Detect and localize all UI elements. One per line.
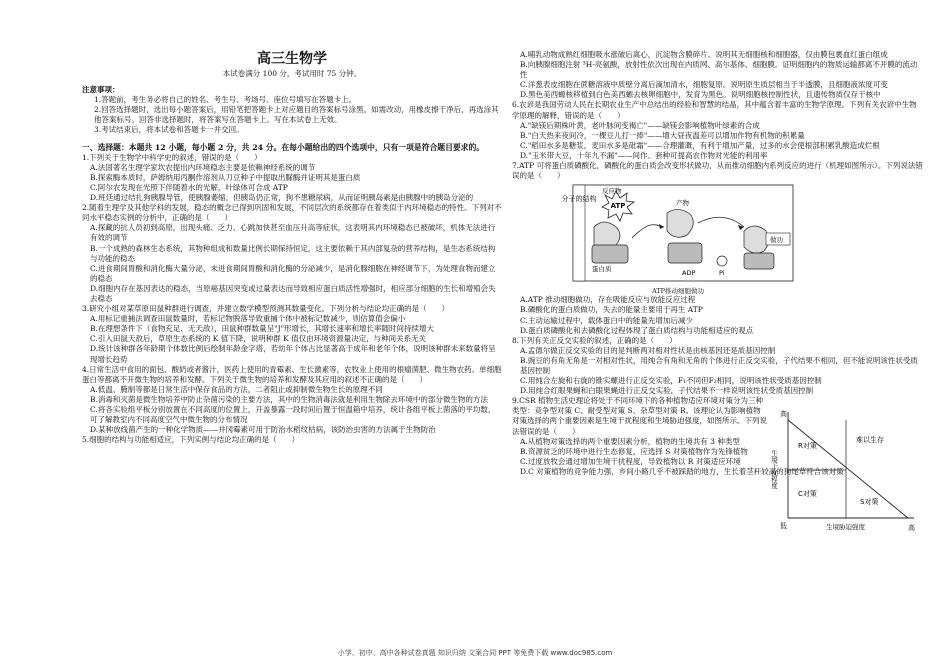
option: C.阿尔农发现在光照下伴随着水的光解，叶绿体可合成 ATP — [90, 182, 288, 192]
option: C."稻田水多是糖浆，麦田水多是砒霜"——合理灌溉，有利于增加产量，过多的水会使根部积累乳酸造成烂根 — [520, 140, 880, 150]
x-high-label: 高 — [908, 524, 915, 533]
option: C.主动运输过程中，载体蛋白中的能量先增加后减少 — [520, 315, 693, 325]
pi-label: Pi — [719, 269, 725, 278]
question-9 — [512, 396, 924, 533]
option: D.黑色美西螈核移植到白色美西螈去核卵细胞中，发育为黑色。说明细胞核控制性状，且遗传物质仅存于核中 — [520, 90, 881, 100]
option: A.孟德尔做正反交实验的目的是判断两对相对性状是由核基因还是质基因控制 — [520, 345, 776, 355]
option: B.资源贫乏的环境中进行生态修复，应选择 S 对策植物作为先锋植物 — [520, 446, 748, 456]
option: D.某种放线菌产生的一种化学物质——井冈霉素可用于防治水稻纹枯病，该防治虫害的方法属于生物防治 — [90, 425, 436, 435]
page-title: 高三生物学 — [257, 51, 327, 67]
question-stem: 2.随着生理学及其他学科的发展，稳态的概念已得到巩固和发展，不同层次的系统都存在着类似于内环境稳态的特性。下列对不同水平稳态实例的分析中，正确的是（ ） — [82, 203, 502, 223]
option: C.进食期间胃酸和消化酶大量分泌，未进食期间胃酸和消化酶的分泌减少，是消化腺细胞在神经调节下，为处理食物而建立的稳态 — [90, 263, 496, 283]
arrow — [698, 217, 744, 227]
page-footer: 小学、初中、高中各种试卷真题 知识归纳 文案合同 PPT 等免费下载 www.doc985.com — [337, 649, 613, 657]
notice-heading: 注意事项： — [82, 85, 120, 95]
page-subtitle: 本试卷满分 100 分，考试用时 75 分钟。 — [222, 69, 362, 78]
option: D.C 对策植物的竞争能力强，乡间小路几乎不被踩踏的地方，生长着茎秆较高的狗尾草符合该对策 — [520, 466, 844, 476]
right-column — [512, 50, 924, 533]
option: C.洋葱表皮细胞在蔗糖溶液中质壁分离后滴加清水，细胞复原。说明原生质层相当于半透膜，且细胞液浓度可变 — [520, 80, 888, 90]
arrowhead — [738, 225, 744, 230]
question-5-options — [512, 50, 924, 100]
option: D."玉米带大豆，十年九不漏"——间作、套种可提高农作物对光能的利用率 — [520, 150, 768, 160]
notice-item: 2.回答选择题时，选出每小题答案后，用铅笔把答题卡上对应题目的答案标号涂黑。如需改动，用橡皮擦干净后，再选涂其他答案标号。回答非选择题时，将答案写在答题卡上。写在本试卷上无效。 — [94, 105, 499, 125]
option: B.磷酸化的蛋白质做功，失去的能量主要用于再生 ATP — [520, 305, 703, 315]
option: C.引入田鼠天敌后，草原生态系统的 K 值下降，说明种群 K 值仅由环境资源量决定，与种间关系无关 — [90, 334, 427, 344]
question-stem: 4.日常生活中食用的面包、酸奶或者酱汁，医药上使用的青霉素、生长激素等，农牧业上使用的根瘤菌肥、微生物农药、单细胞蛋白等都离不开微生物的培养和发酵。下列关于微生物的培养和发酵及其应用的叙述不正确的是（ ） — [82, 364, 502, 384]
question-stem: 1.下列关于生物学中科学史的叙述，错误的是（ ） — [82, 152, 262, 162]
protein-shape — [744, 226, 769, 253]
option: C.过度放牧会通过增加生境干扰程度，导致植物以 R 对策适应环境 — [520, 456, 741, 466]
question-stem: 6.农谚是我国劳动人民在长期农业生产中总结出的经验和智慧的结晶，其中蕴含着丰富的生物学原理。下列有关农谚中生物学原理的解释，错误的是（ ） — [512, 100, 917, 120]
csr-strategy-figure — [768, 406, 918, 536]
option: A.哺乳动物成熟红细胞吸水涨破后离心，沉淀物含膜碎片。说明其无细胞核和细胞器，仅由膜包裹血红蛋白组成 — [520, 50, 888, 59]
question-2 — [82, 203, 502, 304]
option: A.法国著名生理学家坎农提出内环境稳态主要是依赖神经系统的调节 — [90, 162, 316, 172]
question-stem: 7.ATP 可将蛋白质磷酸化，磷酸化的蛋白质会改变形状做功，从而推动细胞内系列反应的进行（机理如图所示）。下列说法错误的是（ ） — [512, 161, 923, 181]
atp-label: ATP — [610, 202, 626, 211]
question-1 — [82, 153, 502, 203]
product-label: 产物 — [676, 199, 689, 208]
notice-item: 1.答题前，考生务必将自己的姓名、考生号、考场号、座位号填写在答题卡上。 — [94, 95, 357, 105]
option: B.在理想条件下（食物充足、无天敌），田鼠种群数量呈"J"形增长，其增长速率和增长率随时间持续增大 — [90, 324, 435, 334]
option: D.用纯合红眼果蝇和白眼果蝇进行正反交实验，子代结果不一样说明该性状受质基因控制 — [520, 386, 814, 396]
protein-block — [592, 245, 628, 263]
region-c: C对策 — [798, 490, 817, 499]
option: A."缺镁后期株叶黄，老叶脉间变褐亡"——缺镁会影响植物叶绿素的合成 — [520, 120, 760, 130]
option: B.向胰腺细胞注射 ³H-亮氨酸，放射性依次出现在内质网、高尔基体、细胞膜。证明细胞内的物质运输都离不开膜的流动性 — [520, 60, 918, 80]
option: A.ATP 推动细胞做功，存在吸能反应与放能反应过程 — [520, 295, 696, 305]
option: C.将各实验组平板分别放置在不同高度的位置上，开盖暴露一段时间后置于恒温箱中培养，统计各组平板上菌落的平均数，可了解教室内不同高度空气中微生物的分布情况 — [90, 405, 496, 425]
option: B.消毒和灭菌是微生物培养中防止杂菌污染的主要方法，其中的生物消毒法就是利用生物除去环境中的部分微生物的方法 — [90, 394, 488, 404]
option: B.豌豆的有角无角是一对相对性状，用纯合有角和无角的个体进行正反交实验，子代结果不相同，但不能说明该性状受质基因控制 — [520, 355, 918, 375]
option: A.探藏的抗人员初到高原，出现头痛、乏力、心跳加快甚至血压升高等症状，这表明其内环境稳态已被破坏，机体无法进行有效的调节 — [90, 223, 496, 243]
question-stem: 8.下列有关正反交实验的叙述，正确的是（ ） — [512, 335, 677, 345]
section-heading: 一、选择题：本题共 12 小题，每小题 2 分，共 24 分。在每小题给出的四个选项中，只有一项是符合题目要求的。 — [82, 142, 485, 152]
option: D.统计该种群各年龄期个体数比例后绘制年龄金字塔，若幼年个体占比显著高于成年和老年个体，说明该种群未来数量将呈现增长趋势 — [90, 344, 496, 364]
option: C.用纯合左旋和右旋的锥实螺进行正反交实验，F₁不同但F₂相同，说明该性状受质基因控制 — [520, 376, 822, 386]
notice-item: 3.考试结束后，将本试卷和答题卡一并交回。 — [94, 125, 244, 135]
option: B."白天热来夜间冷，一棵豆儿打一捧"——增大昼夜温差可以增加作物有机物的积累量 — [520, 130, 805, 140]
protein-block — [744, 253, 774, 269]
region-none: 难以生存 — [856, 436, 884, 445]
option: A.从植物对策选择的两个重要因素分析，植物的生境共有 3 种类型 — [520, 436, 740, 446]
x-axis-label: 生境胁迫强度 — [826, 523, 865, 532]
adp-label: ADP — [682, 269, 696, 278]
side-label: 分子的结构 — [561, 195, 597, 204]
option: D.蛋白质磷酸化和去磷酸化过程体现了蛋白质结构与功能相适应的观点 — [520, 325, 754, 335]
option: D.细胞内存在基因表达的稳态，当原癌基因突变或过量表达而导致相应蛋白质活性增强时，相应部分细胞的生长和增殖会失去稳态 — [90, 283, 496, 303]
y-axis-label: 生境干扰程度 — [770, 450, 778, 490]
question-8 — [512, 336, 924, 397]
y-high-label: 高 — [780, 410, 787, 419]
reactant-label: 反应物 — [602, 187, 622, 196]
diagonal-line — [788, 420, 908, 518]
question-6 — [512, 100, 924, 161]
arrow — [632, 225, 664, 238]
protein-block — [668, 243, 702, 263]
question-5 — [82, 435, 502, 445]
pi-circle — [717, 256, 727, 266]
figure1-caption: ATP推动细胞做功 — [652, 287, 705, 296]
atp-work-figure — [561, 183, 802, 287]
option: A.低温、腌制等都是日常生活中保存食品的方法，二者阻止或抑制微生物生长的原理不同 — [90, 384, 383, 394]
question-4 — [82, 365, 502, 436]
question-stem: 3.研究小组对某草原田鼠种群进行调查，并建立数学模型预测其数量变化。下列分析与结论均正确的是（ ） — [82, 304, 450, 314]
question-7 — [512, 161, 924, 336]
option: B.探索酶本质时，萨姆纳用丙酮作溶剂从刀豆种子中提取出脲酶并证明其是蛋白质 — [90, 172, 361, 182]
option: B.一个成熟的森林生态系统，其物种组成和数量比例长期保持恒定，这主要依赖于其内部复杂的营养结构，是生态系统结构与功能的稳态 — [90, 243, 496, 263]
region-r: R对策 — [798, 442, 817, 451]
protein-label: 蛋白质 — [592, 265, 612, 274]
option: D.班廷通过结扎狗胰腺导管，使胰腺萎缩，但胰岛仍正常，狗不患糖尿病，从而证明胰岛素是由胰腺中的胰岛分泌的 — [90, 193, 474, 203]
left-column — [82, 50, 502, 445]
question-stem: 5.细胞的结构与功能相适应，下列实例与结论均正确的是（ ） — [82, 435, 300, 445]
protein-shape — [667, 210, 693, 238]
option: A.用标记重捕法调查田鼠数量时，若标记物脱落导致重捕个体中被标记数减少，则估算值会偏小 — [90, 314, 406, 324]
question-stem: 9.CSR 植物生活史理论将处于不同环境下的各种植物适应环境对策分为三种类型：竞争型对策 C、耐受型对策 S、杂草型对策 R。该理论认为影响植物对策选择的两个重要因素是生境干扰程度和生境胁迫强度，如图所示。下列说法错误的是（ ） — [512, 396, 767, 436]
question-3 — [82, 304, 502, 365]
work-label: 做功 — [770, 236, 783, 245]
region-s: S对策 — [860, 498, 879, 507]
origin-label: 低 — [780, 522, 787, 531]
